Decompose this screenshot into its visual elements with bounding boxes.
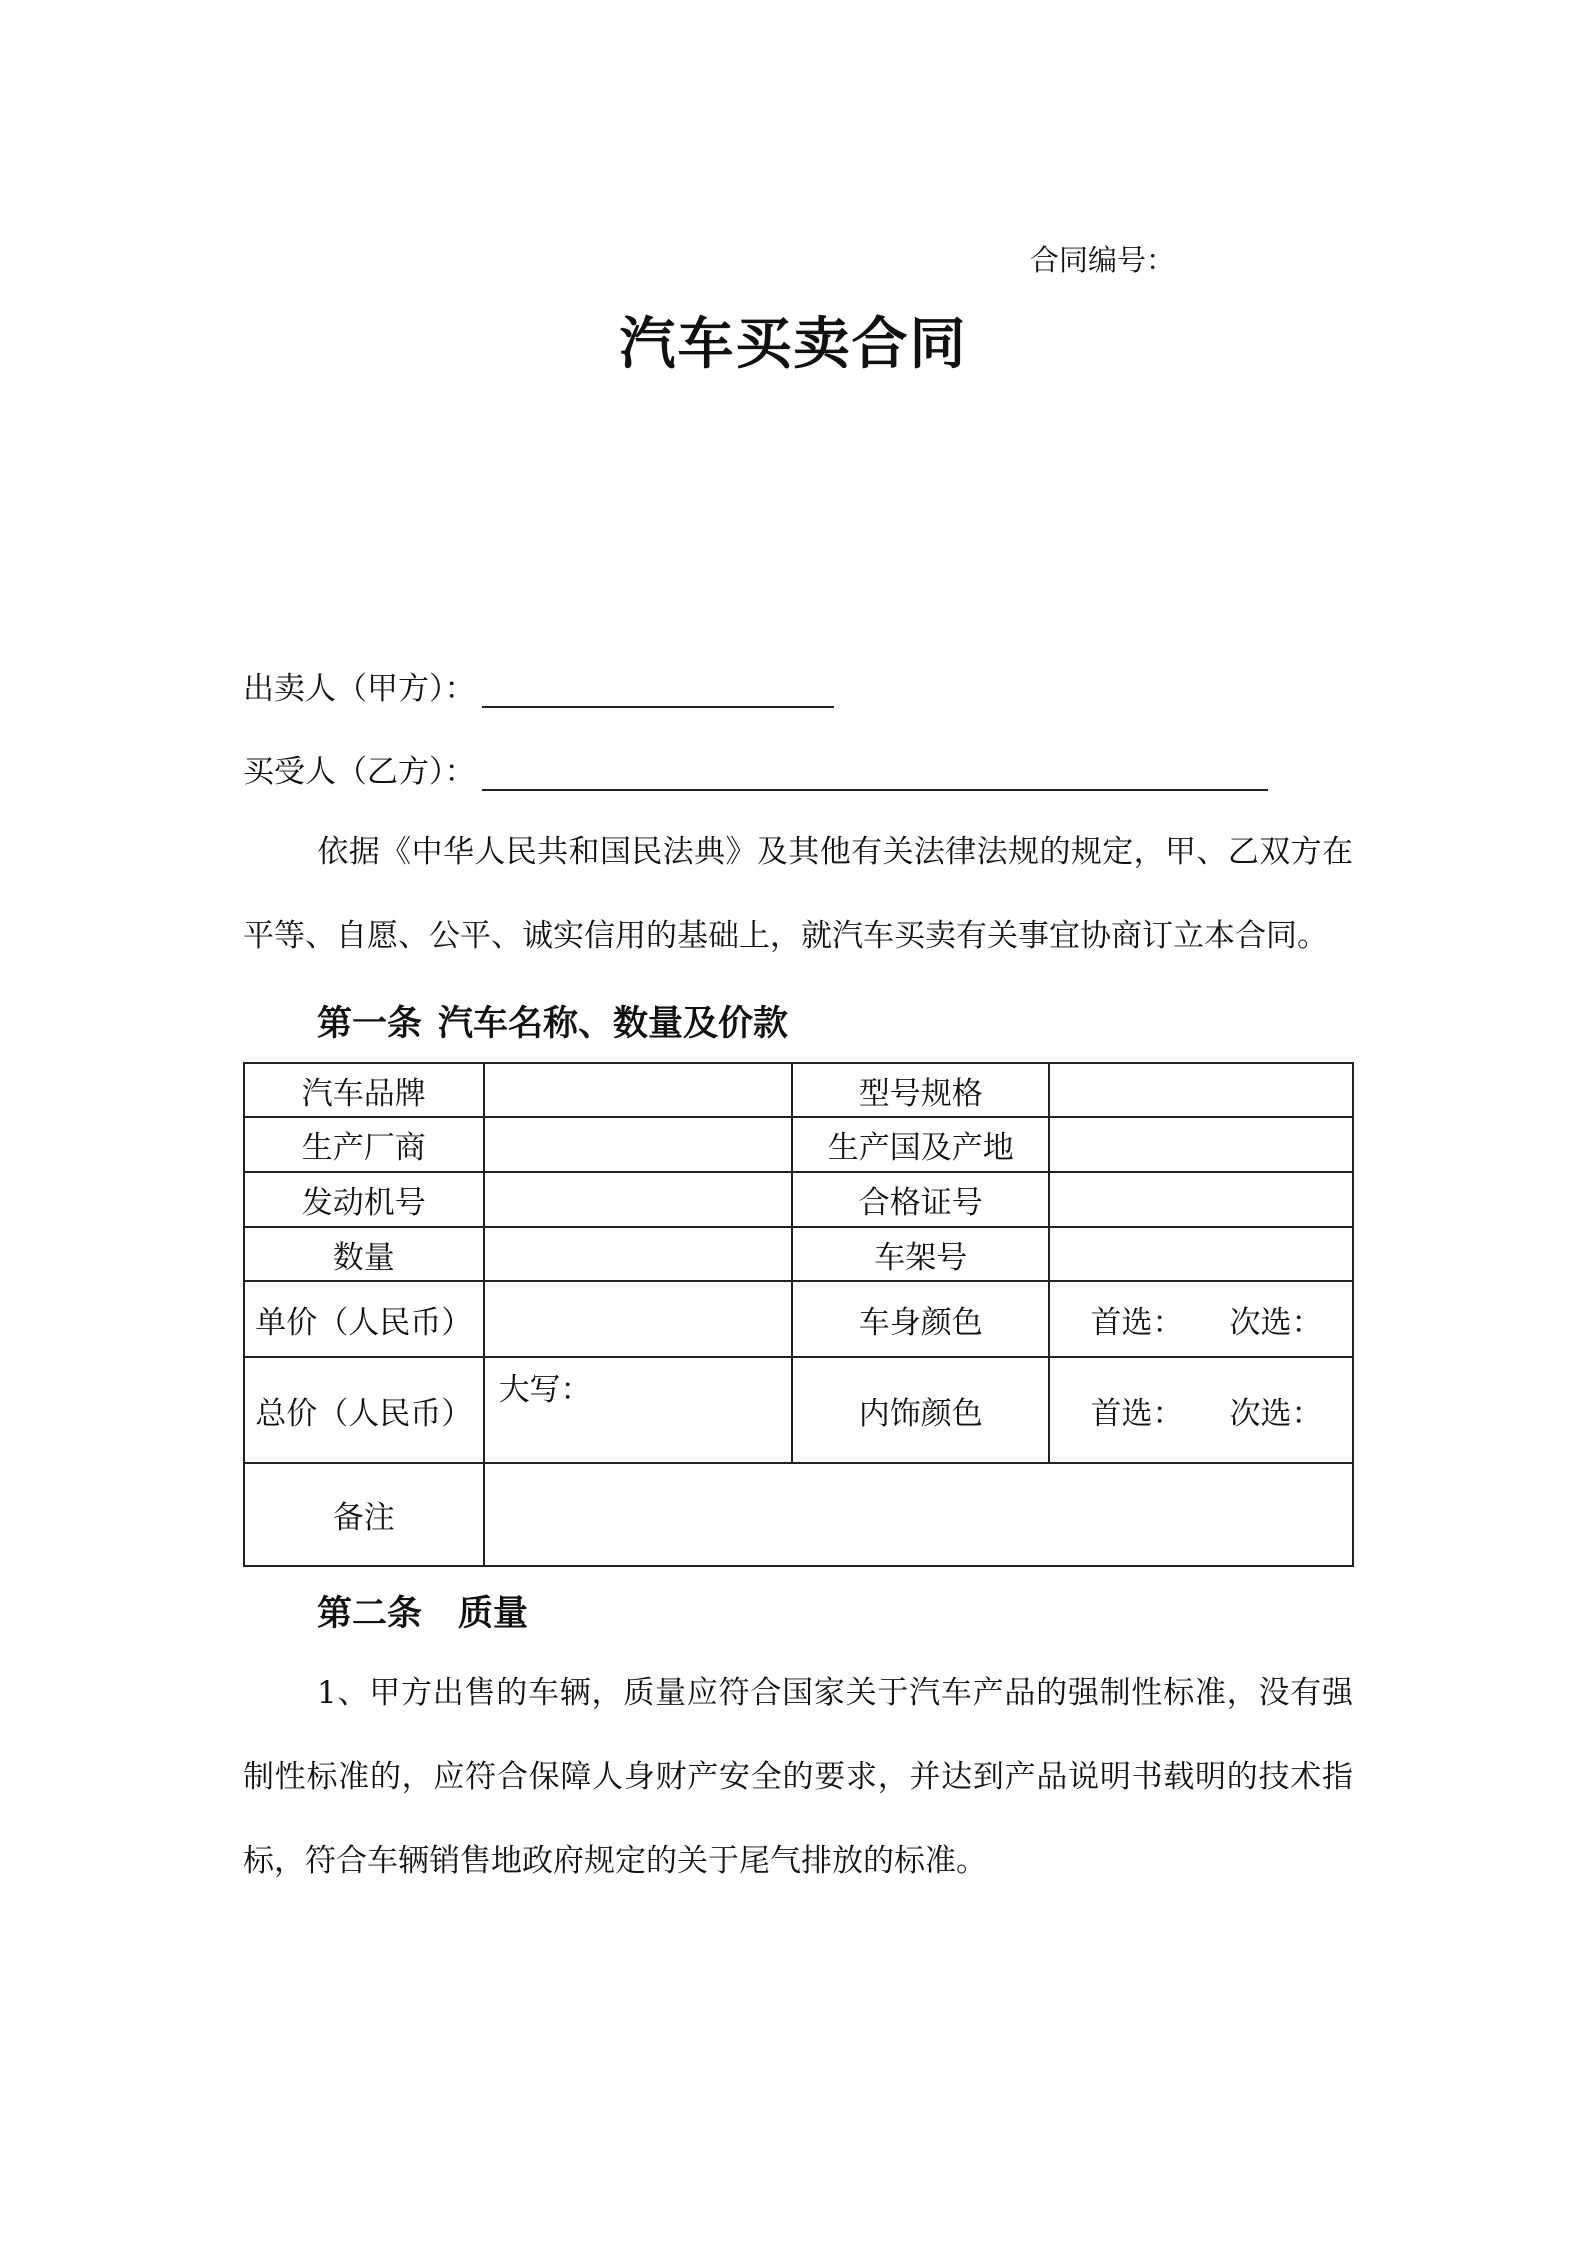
body-first-choice: 首选： (1090, 1304, 1184, 1341)
cell-unit-price-label: 单价（人民币） (244, 1281, 484, 1357)
table-row (244, 1172, 1353, 1227)
buyer-row (243, 746, 1268, 791)
cell-engine-label: 发动机号 (244, 1172, 484, 1227)
table-row (244, 1463, 1353, 1566)
cell-brand-value[interactable] (484, 1063, 792, 1117)
cell-origin-label: 生产国及产地 (792, 1117, 1049, 1172)
section-2-number: 第二条 (317, 1593, 423, 1634)
cell-quantity-label: 数量 (244, 1227, 484, 1281)
cell-manufacturer-label: 生产厂商 (244, 1117, 484, 1172)
buyer-label: 买受人（乙方）： (243, 754, 476, 790)
intro-text: 依据《中华人民共和国民法典》及其他有关法律法规的规定，甲、乙双方在平等、自愿、公平、诚实信用的基础上，就汽车买卖有关事宜协商订立本合同。 (243, 834, 1353, 954)
cell-engine-value[interactable] (484, 1172, 792, 1227)
section-2-title: 质量 (458, 1593, 529, 1634)
cell-cert-label: 合格证号 (792, 1172, 1049, 1227)
cell-quantity-value[interactable] (484, 1227, 792, 1281)
interior-first-choice: 首选： (1090, 1395, 1184, 1432)
cell-body-color-label: 车身颜色 (792, 1281, 1049, 1357)
cell-frame-label: 车架号 (792, 1227, 1049, 1281)
seller-blank-line (482, 676, 834, 708)
table-row (244, 1227, 1353, 1281)
section-1-heading (317, 996, 788, 1046)
section-2-heading (317, 1586, 528, 1636)
table-row (244, 1357, 1353, 1463)
page-title: 汽车买卖合同 (619, 312, 968, 377)
contract-number-label: 合同编号： (1030, 243, 1176, 277)
interior-second-choice: 次选： (1229, 1395, 1323, 1432)
clause-2-1-paragraph (243, 1651, 1353, 1903)
cell-body-color-value[interactable] (1049, 1281, 1353, 1357)
cell-total-price-label: 总价（人民币） (244, 1357, 484, 1463)
seller-label: 出卖人（甲方）： (243, 671, 476, 707)
cell-origin-value[interactable] (1049, 1117, 1353, 1172)
table-row (244, 1281, 1353, 1357)
cell-cert-value[interactable] (1049, 1172, 1353, 1227)
section-1-number: 第一条 (317, 1003, 423, 1044)
seller-row (243, 663, 834, 708)
car-info-table (243, 1062, 1354, 1567)
cell-interior-color-value[interactable] (1049, 1357, 1353, 1463)
cell-interior-color-label: 内饰颜色 (792, 1357, 1049, 1463)
cell-brand-label: 汽车品牌 (244, 1063, 484, 1117)
table-row (244, 1063, 1353, 1117)
body-second-choice: 次选： (1229, 1304, 1323, 1341)
cell-manufacturer-value[interactable] (484, 1117, 792, 1172)
intro-paragraph (243, 810, 1353, 978)
cell-remark-label: 备注 (244, 1463, 484, 1566)
cell-remark-value[interactable] (484, 1463, 1353, 1566)
cell-frame-value[interactable] (1049, 1227, 1353, 1281)
cell-model-label: 型号规格 (792, 1063, 1049, 1117)
uppercase-label: 大写： (498, 1372, 592, 1408)
section-1-title: 汽车名称、数量及价款 (438, 1003, 789, 1044)
buyer-blank-line (482, 759, 1268, 791)
cell-model-value[interactable] (1049, 1063, 1353, 1117)
cell-total-price-value[interactable] (484, 1357, 792, 1463)
table-row (244, 1117, 1353, 1172)
clause-2-1-text: 1、甲方出售的车辆，质量应符合国家关于汽车产品的强制性标准，没有强制性标准的，应符合保障人身财产安全的要求，并达到产品说明书载明的技术指标，符合车辆销售地政府规定的关于尾气排放的标准。 (243, 1675, 1353, 1879)
cell-unit-price-value[interactable] (484, 1281, 792, 1357)
